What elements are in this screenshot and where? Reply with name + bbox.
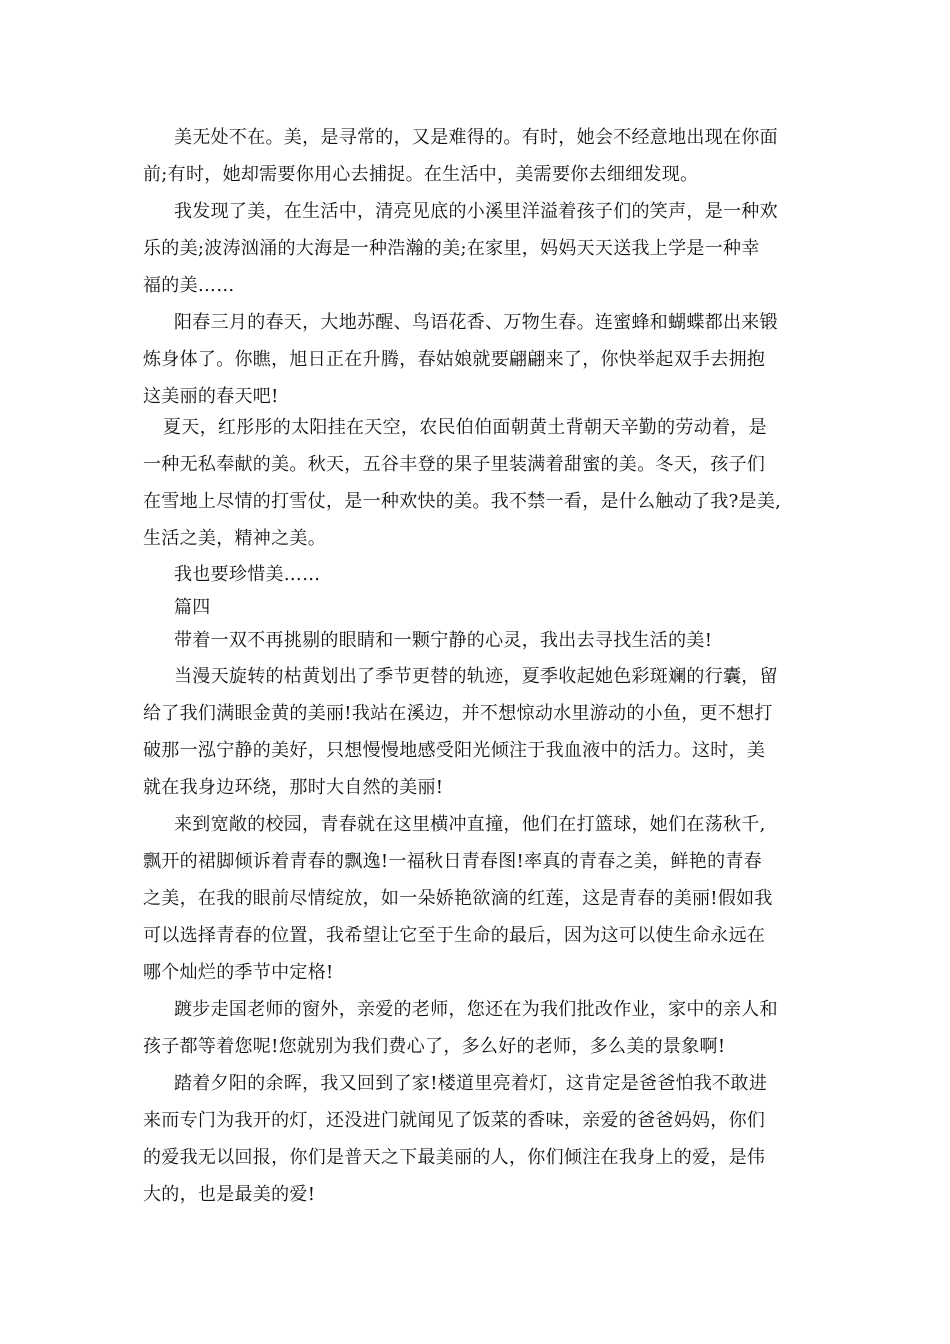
text-line: 夏天，红彤彤的太阳挂在天空，农民伯伯面朝黄土背朝天辛勤的劳动着，是 — [163, 417, 767, 438]
text-line: 就在我身边环绕，那时大自然的美丽! — [143, 777, 444, 798]
text-line: 飘开的裙脚倾诉着青春的飘逸!一福秋日青春图!率真的青春之美，鲜艳的青春 — [143, 851, 762, 872]
text-line: 大的，也是最美的爱! — [143, 1184, 316, 1205]
text-line: 在雪地上尽情的打雪仗，是一种欢快的美。我不禁一看，是什么触动了我?是美, — [143, 491, 782, 512]
text-line: 生活之美，精神之美。 — [143, 528, 326, 549]
text-line: 带着一双不再挑剔的眼睛和一颗宁静的心灵，我出去寻找生活的美! — [174, 630, 713, 651]
text-line: 我也要珍惜美…… — [174, 564, 321, 585]
section-heading: 篇四 — [174, 597, 211, 618]
text-line: 来而专门为我开的灯，还没进门就闻见了饭菜的香味，亲爱的爸爸妈妈，你们 — [143, 1110, 766, 1131]
text-line: 乐的美;波涛汹涌的大海是一种浩瀚的美;在家里，妈妈天天送我上学是一种幸 — [143, 238, 760, 259]
text-line: 当漫天旋转的枯黄划出了季节更替的轨迹，夏季收起她色彩斑斓的行囊，留 — [174, 666, 778, 687]
text-line: 来到宽敞的校园，青春就在这里横冲直撞，他们在打篮球，她们在荡秋千, — [174, 814, 766, 835]
text-line: 美无处不在。美，是寻常的，又是难得的。有时，她会不经意地出现在你面 — [174, 127, 778, 148]
text-line: 这美丽的春天吧! — [143, 386, 279, 407]
text-line: 福的美…… — [143, 275, 235, 296]
text-line: 破那一泓宁静的美好，只想慢慢地感受阳光倾注于我血液中的活力。这时，美 — [143, 740, 766, 761]
text-line: 哪个灿烂的季节中定格! — [143, 962, 334, 983]
text-line: 孩子都等着您呢!您就别为我们费心了，多么好的老师，多么美的景象啊! — [143, 1036, 726, 1057]
text-line: 之美，在我的眼前尽情绽放，如一朵娇艳欲滴的红莲，这是青春的美丽!假如我 — [143, 888, 773, 909]
text-line: 阳春三月的春天，大地苏醒、鸟语花香、万物生春。连蜜蜂和蝴蝶都出来锻 — [174, 312, 778, 333]
text-line: 踱步走国老师的窗外，亲爱的老师，您还在为我们批改作业，家中的亲人和 — [174, 999, 778, 1020]
text-line: 我发现了美，在生活中，清亮见底的小溪里洋溢着孩子们的笑声，是一种欢 — [174, 201, 778, 222]
text-line: 给了我们满眼金黄的美丽!我站在溪边，并不想惊动水里游动的小鱼，更不想打 — [143, 703, 773, 724]
text-line: 一种无私奉献的美。秋天，五谷丰登的果子里装满着甜蜜的美。冬天，孩子们 — [143, 454, 766, 475]
text-line: 炼身体了。你瞧，旭日正在升腾，春姑娘就要翩翩来了，你快举起双手去拥抱 — [143, 349, 766, 370]
text-line: 踏着夕阳的余晖，我又回到了家!楼道里亮着灯，这肯定是爸爸怕我不敢进 — [174, 1073, 768, 1094]
text-line: 的爱我无以回报，你们是普天之下最美丽的人，你们倾注在我身上的爱，是伟 — [143, 1147, 766, 1168]
text-line: 前;有时，她却需要你用心去捕捉。在生活中，美需要你去细细发现。 — [143, 164, 699, 185]
text-line: 可以选择青春的位置，我希望让它至于生命的最后，因为这可以使生命永远在 — [143, 925, 766, 946]
